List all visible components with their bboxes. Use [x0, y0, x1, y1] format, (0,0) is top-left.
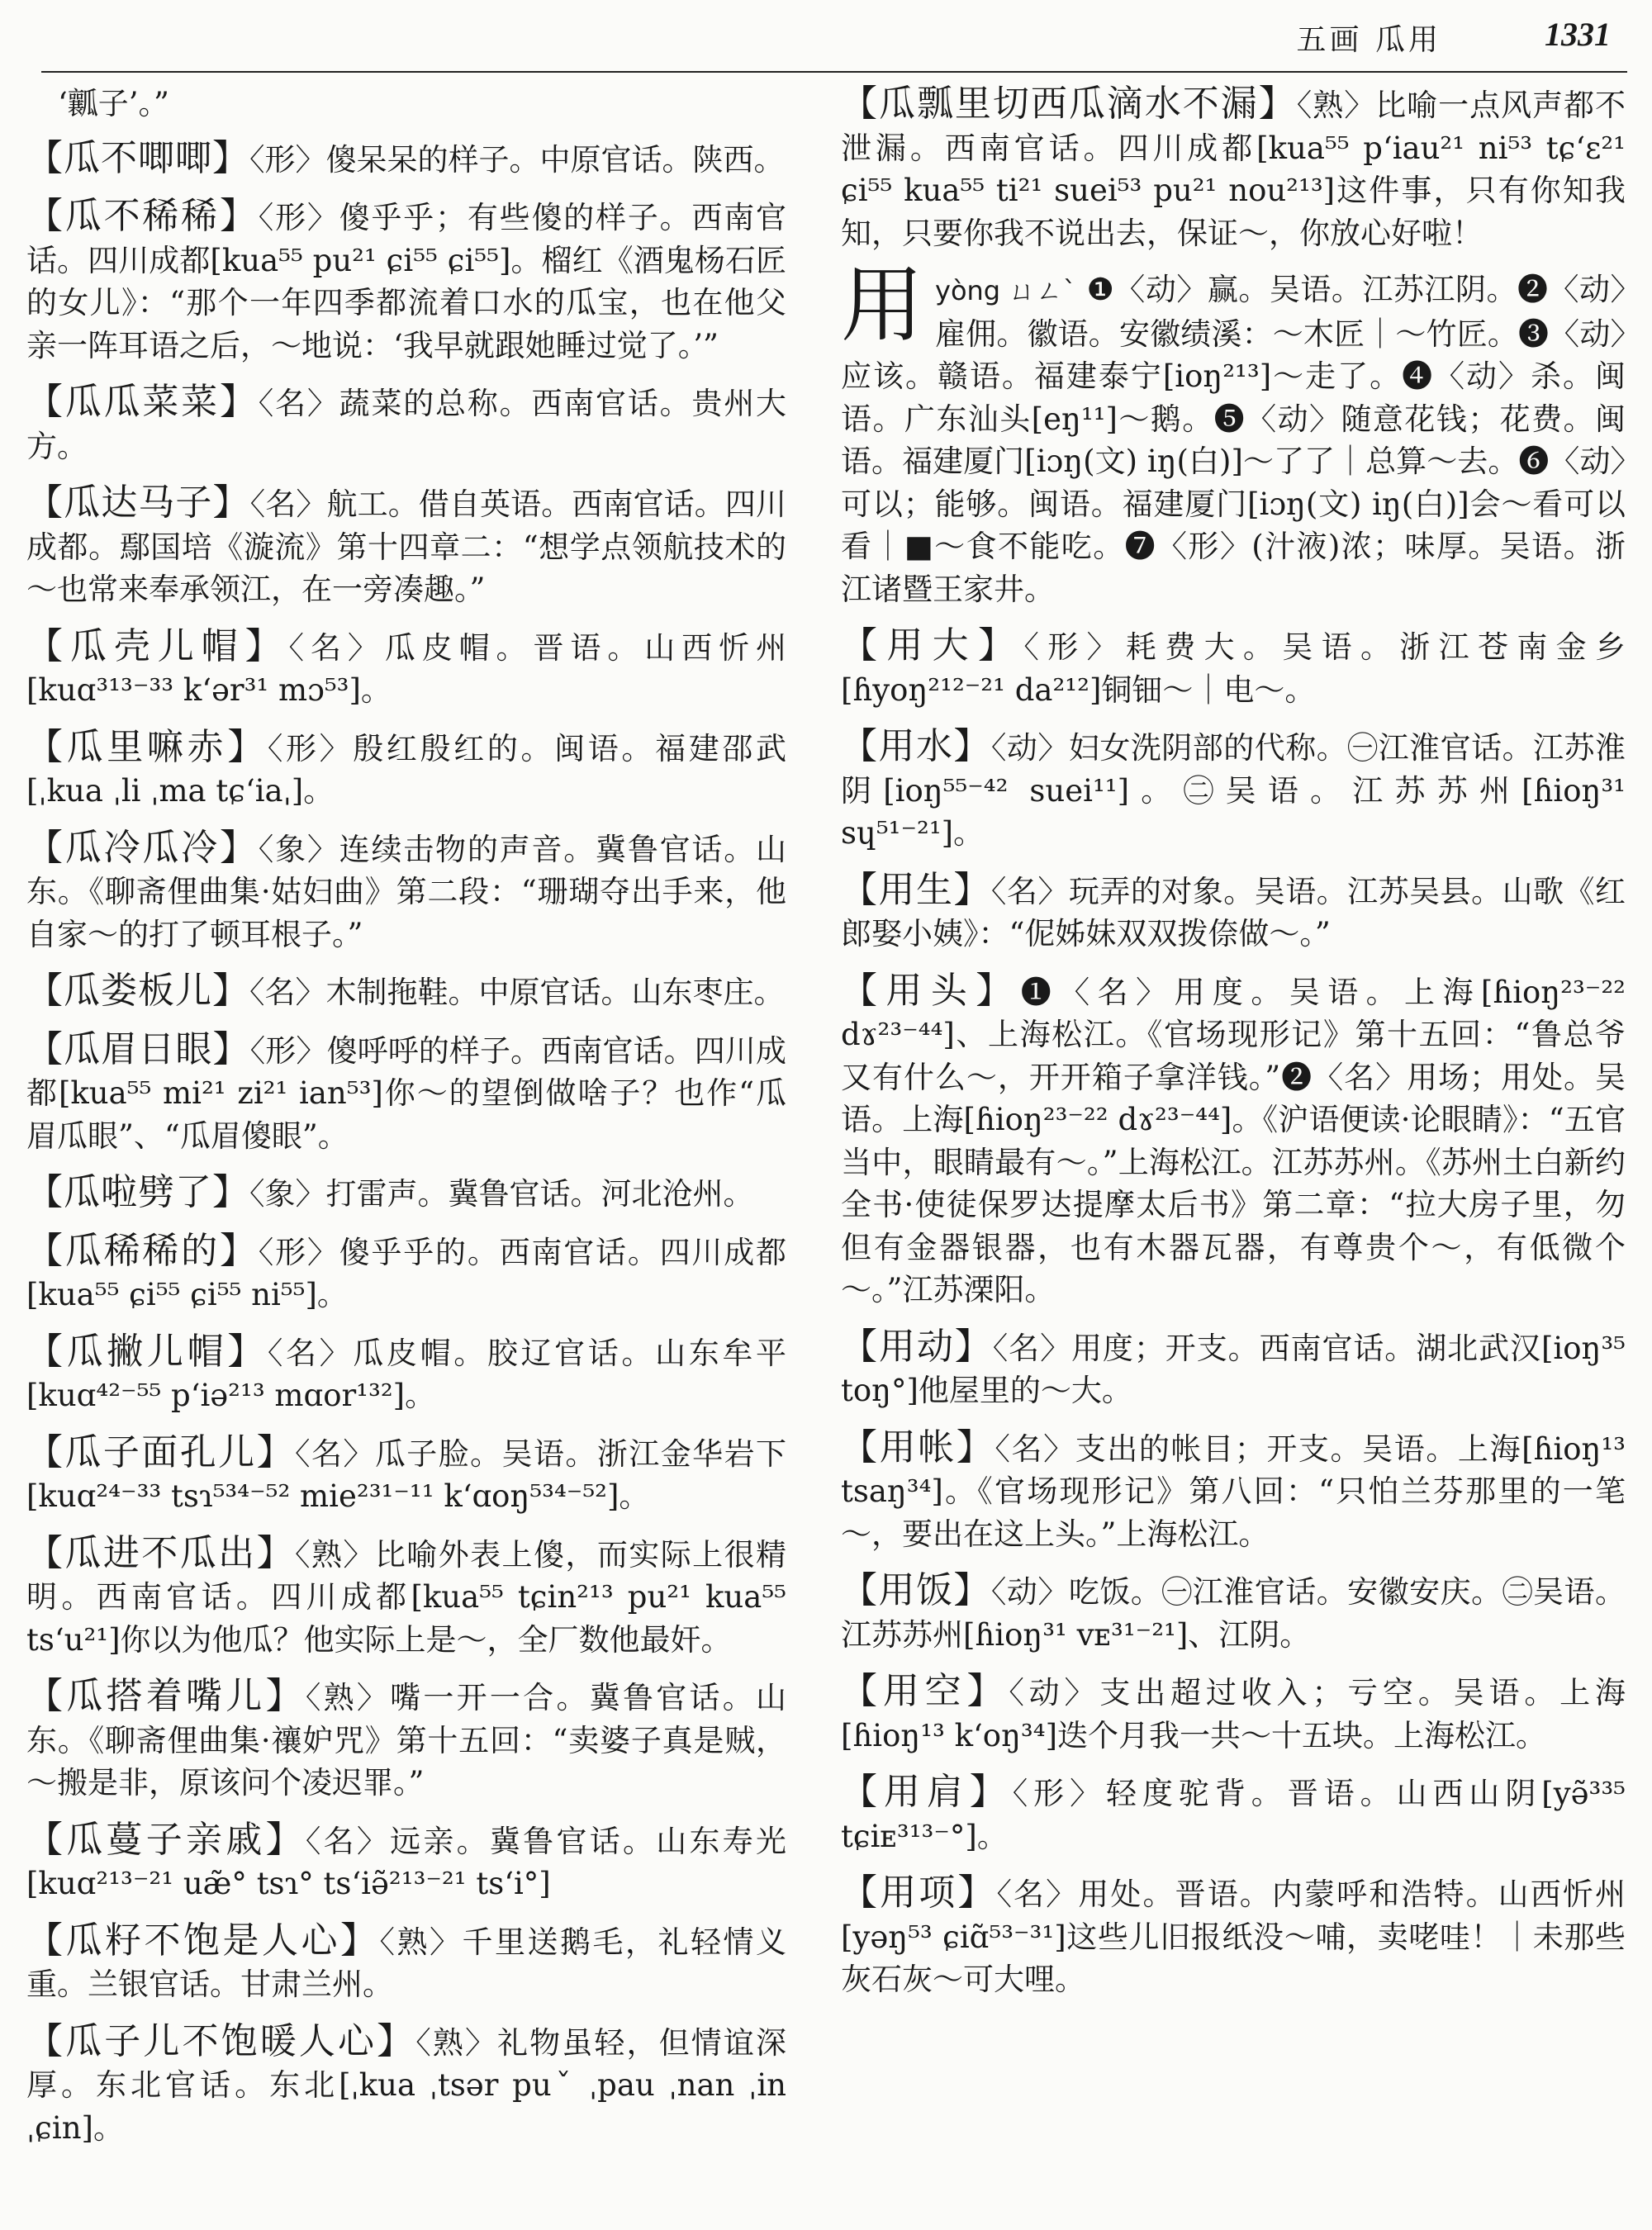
entry-headword: 【瓜不稀稀】 [26, 195, 259, 237]
entry-definition: 〈形〉傻呆呆的样子。中原官话。陕西。 [249, 141, 785, 178]
entry-headword: 【瓜子面孔儿】 [26, 1431, 296, 1473]
entry-definition: 〈名〉玩弄的对象。吴语。江苏吴县。山歌《红郎娶小姨》：“伲姊妹双双拨倷做～。” [841, 873, 1626, 951]
entry-definition: 〈名〉支出的帐目；开支。吴语。上海[ɦioŋ¹³ tsaŋ³⁴]。《官场现形记》第八回：“只怕兰芬那里的一笔～，要出在这上头。”上海松江。 [841, 1431, 1626, 1552]
entry-definition: 〈动〉支出超过收入；亏空。吴语。上海[ɦioŋ¹³ k‘oŋ³⁴]迭个月我一共～十五块。上海松江。 [841, 1675, 1626, 1753]
entry-headword: 【瓜撇儿帽】 [26, 1330, 268, 1373]
entry-definition: 〈形〉傻乎乎；有些傻的样子。西南官话。四川成都[kua⁵⁵ pu²¹ ɕi⁵⁵ ɕi⁵⁵]。榴红《酒鬼杨石匠的女儿》：“那个一年四季都流着口水的瓜宝，也在他父亲一阵耳语之后，～地说：‘我早就跟她睡过觉了。’” [26, 200, 787, 363]
dictionary-entry [26, 625, 786, 712]
dictionary-entry [26, 827, 786, 956]
entry-definition: 〈名〉用度；开支。西南官话。湖北武汉[ioŋ³⁵ toŋ°]他屋里的～大。 [841, 1330, 1626, 1408]
entry-definition: 〈名〉远亲。冀鲁官话。山东寿光[kuɑ²¹³⁻²¹ uæ̃° tsɿ° ts‘iə̃²¹³⁻²¹ ts‘i°] [26, 1823, 787, 1901]
entry-headword: 【瓜瓜菜菜】 [26, 381, 259, 423]
entry-definition: 〈动〉吃饭。㊀江淮官话。安徽安庆。㊁吴语。江苏苏州[ɦioŋ³¹ vᴇ³¹⁻²¹]、江阴。 [841, 1574, 1626, 1653]
header-rule [41, 71, 1627, 73]
entry-definition: 〈形〉殷红殷红的。闽语。福建邵武[ˌkua ˌli ˌma tɕ‘iaˌ]。 [26, 730, 787, 809]
dictionary-entry [26, 195, 786, 367]
entry-headword: 【瓜不唧唧】 [26, 136, 249, 179]
dictionary-entry [841, 1771, 1626, 1858]
entry-definition: 〈象〉打雷声。冀鲁官话。河北沧州。 [249, 1176, 754, 1212]
entry-definition: ❶〈名〉用度。吴语。上海[ɦioŋ²³⁻²² dɤ²³⁻⁴⁴]、上海松江。《官场现形记》第十五回：“鲁总爷又有什么～，开开箱子拿洋钱。”❷〈名〉用场；用处。吴语。上海[ɦioŋ²³⁻²² dɤ²³⁻⁴⁴]。《沪语便读·论眼睛》：“五官当中，眼睛最有～。”上海松江。江苏苏州。《苏州土白新约全书·使徒保罗达提摩太后书》第二章：“拉大房子里，勿但有金器银器，也有木器瓦器，有尊贵个～，有低微个～。”江苏溧阳。 [841, 974, 1626, 1307]
entry-definition: 〈名〉航工。借自英语。西南官话。四川成都。鄢国培《漩流》第十四章二：“想学点领航技术的～也常来奉承领江，在一旁凑趣。” [26, 486, 787, 607]
entry-headword: 【瓜进不瓜出】 [26, 1531, 296, 1574]
entry-headword: 【用空】 [841, 1670, 1009, 1712]
entry-definition: 〈名〉瓜子脸。吴语。浙江金华岩下[kuɑ²⁴⁻³³ tsɿ⁵³⁴⁻⁵² mie²³¹⁻¹¹ k‘ɑoŋ⁵³⁴⁻⁵²]。 [26, 1435, 787, 1514]
dictionary-entry [26, 1919, 786, 2006]
right-column [841, 83, 1626, 2015]
dictionary-entry [26, 381, 786, 467]
entry-headword: 【用水】 [841, 725, 991, 767]
dictionary-entry [841, 1872, 1626, 2001]
entry-headword: 【瓜里嘛赤】 [26, 725, 268, 768]
dictionary-entry [841, 970, 1626, 1312]
dictionary-entry [841, 1569, 1626, 1656]
left-column [26, 83, 786, 2163]
entry-definition: 〈形〉傻乎乎的。西南官话。四川成都[kua⁵⁵ ɕi⁵⁵ ɕi⁵⁵ ni⁵⁵]。 [26, 1234, 787, 1312]
entry-definition: 〈形〉耗费大。吴语。浙江苍南金乡[ɦyoŋ²¹²⁻²¹ da²¹²]铜钿～｜电～。 [841, 629, 1626, 708]
dictionary-entry [841, 869, 1626, 956]
entry-definition: 〈形〉傻呼呼的样子。西南官话。四川成都[kua⁵⁵ mi²¹ zi²¹ ian⁵³]你～的望倒做啥子？也作“瓜眉瓜眼”、“瓜眉傻眼”。 [26, 1032, 787, 1154]
dictionary-entry [841, 1426, 1626, 1556]
entry-headword: 【瓜啦劈了】 [26, 1171, 249, 1213]
entry-headword: 【用大】 [841, 624, 1024, 667]
entry-definition: 〈名〉用处。晋语。内蒙呼和浩特。山西忻州[yəŋ⁵³ ɕiɑ̃⁵³⁻³¹]这些儿旧报纸没～哺，卖咾哇！｜未那些灰石灰～可大哩。 [841, 1877, 1626, 1997]
entry-headword: 【瓜冷瓜冷】 [26, 826, 259, 869]
dictionary-entry [26, 1331, 786, 1417]
char-pinyin: yòng ㄩㄥˋ [935, 275, 1077, 306]
entry-definition: 〈象〉连续击物的声音。冀鲁官话。山东。《聊斋俚曲集·姑妇曲》第二段：“珊瑚夺出手来，他自家～的打了顿耳根子。” [26, 831, 787, 952]
dictionary-entry [841, 1326, 1626, 1412]
entry-definition: 〈名〉瓜皮帽。胶辽官话。山东牟平[kuɑ⁴²⁻⁵⁵ p‘iə²¹³ mɑor¹³²]。 [26, 1335, 787, 1413]
page-header [0, 0, 1652, 76]
dictionary-entry [26, 2020, 786, 2150]
dictionary-entry [26, 137, 786, 182]
entry-definition: 〈形〉轻度驼背。晋语。山西山阴[yə̃³³⁵ tɕiᴇ³¹³⁻°]。 [841, 1776, 1626, 1854]
dictionary-entry [26, 1230, 786, 1317]
section-title: 五画 瓜用 [1296, 23, 1441, 57]
entry-headword: 【用帐】 [841, 1426, 995, 1468]
entry-headword: 【用项】 [841, 1872, 997, 1914]
char-headword: 用 [841, 257, 923, 353]
entry-definition: 〈熟〉礼物虽轻，但情谊深厚。东北官话。东北[ˌkua ˌtsər puˇ ˌpau ˌnan ˌin ˌɕin]。 [26, 2024, 787, 2146]
entry-headword: 【用动】 [841, 1325, 993, 1368]
entry-definition: 〈动〉妇女洗阴部的代称。㊀江淮官话。江苏淮阴[ioŋ⁵⁵⁻⁴² suei¹¹]。㊁吴语。江苏苏州[ɦioŋ³¹ sɥ⁵¹⁻²¹]。 [841, 730, 1626, 851]
entry-headword: 【瓜搭着嘴儿】 [26, 1675, 306, 1717]
continuation-text: ‘瓤子’。” [58, 86, 169, 121]
entry-headword: 【瓜达马子】 [26, 482, 250, 524]
entry-definition: 〈名〉木制拖鞋。中原官话。山东枣庄。 [249, 975, 785, 1010]
char-definition: ❶〈动〉赢。吴语。江苏江阴。❷〈动〉雇佣。徽语。安徽绩溪：～木匠｜～竹匠。❸〈动〉应该。赣语。福建泰宁[ioŋ²¹³]～走了。❹〈动〉杀。闽语。广东汕头[eŋ¹¹]～鹅。❺〈动〉随意花钱；花费。闽语。福建厦门[iɔŋ(文) iŋ(白)]～了了｜总算～去。❻〈动〉可以；能够。闽语。福建厦门[iɔŋ(文) iŋ(白)]会～看可以看｜■～食不能吃。❼〈形〉(汁液)浓；味厚。吴语。浙江诸暨王家井。 [841, 272, 1626, 607]
entry-headword: 【用头】 [841, 969, 1021, 1012]
entry-headword: 【瓜蔓子亲戚】 [26, 1818, 306, 1861]
entry-definition: 〈名〉蔬菜的总称。西南官话。贵州大方。 [26, 386, 787, 464]
entry-headword: 【瓜籽不饱是人心】 [26, 1919, 380, 1962]
entry-headword: 【瓜瓢里切西瓜滴水不漏】 [841, 83, 1297, 125]
entry-headword: 【瓜壳儿帽】 [26, 624, 289, 667]
entry-definition: 〈熟〉嘴一开一合。冀鲁官话。山东。《聊斋俚曲集·禳妒咒》第十五回：“卖婆子真是贼，～搬是非，原该问个凌迟罪。” [26, 1680, 787, 1801]
dictionary-entry [26, 482, 786, 611]
dictionary-entry [26, 1028, 786, 1158]
dictionary-entry [841, 1670, 1626, 1757]
entry-definition: 〈熟〉比喻外表上傻，而实际上很精明。西南官话。四川成都[kua⁵⁵ tɕin²¹³ pu²¹ kua⁵⁵ ts‘u²¹]你以为他瓜？他实际上是～，全厂数他最奸。 [26, 1536, 787, 1658]
dictionary-entry [841, 624, 1626, 711]
dictionary-entry [26, 1171, 786, 1216]
dictionary-entry [841, 725, 1626, 855]
entry-headword: 【瓜稀稀的】 [26, 1229, 259, 1272]
entry-headword: 【瓜娄板儿】 [26, 970, 249, 1012]
page-number: 1331 [1545, 16, 1611, 53]
dictionary-entry [26, 970, 786, 1014]
dictionary-entry [26, 1675, 786, 1805]
dictionary-entry [26, 726, 786, 813]
entry-definition: 〈熟〉千里送鹅毛，礼轻情义重。兰银官话。甘肃兰州。 [26, 1924, 786, 2002]
char-entry-yong [841, 257, 1626, 610]
entry-headword: 【瓜眉日眼】 [26, 1027, 250, 1070]
entry-headword: 【用饭】 [841, 1569, 991, 1611]
entry-headword: 【瓜子儿不饱暖人心】 [26, 2019, 416, 2062]
entry-headword: 【用肩】 [841, 1771, 1013, 1813]
dictionary-entry [26, 1819, 786, 1905]
entry-headword: 【用生】 [841, 868, 991, 911]
dictionary-entry [841, 83, 1626, 254]
dictionary-entry [26, 1431, 786, 1518]
entry-definition: 〈名〉瓜皮帽。晋语。山西忻州[kuɑ³¹³⁻³³ k‘ər³¹ mɔ⁵³]。 [26, 629, 787, 708]
entry-definition: 〈熟〉比喻一点风声都不泄漏。西南官话。四川成都[kua⁵⁵ p‘iau²¹ ni⁵³ tɕ‘ɛ²¹ ɕi⁵⁵ kua⁵⁵ ti²¹ suei⁵³ pu²¹ nou²¹³]这件事，只有你知我知，只要你我不说出去，保证～，你放心好啦！ [841, 88, 1626, 251]
dictionary-entry [26, 1532, 786, 1662]
